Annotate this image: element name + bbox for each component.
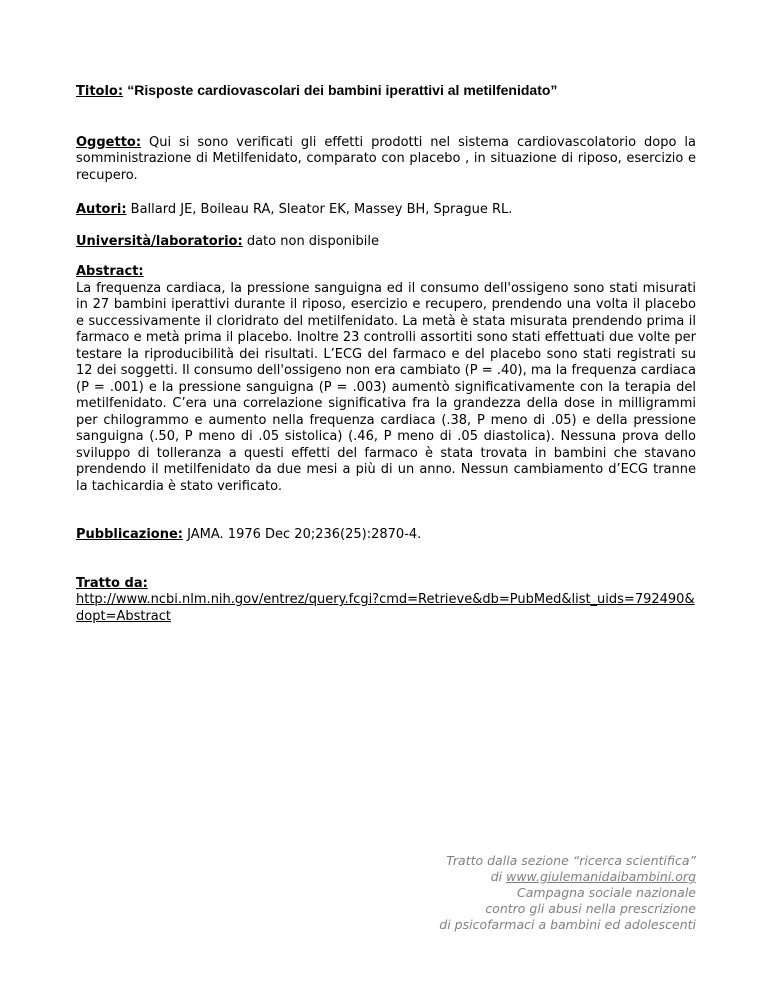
footer-site-link[interactable]: www.giulemanidaibambini.org — [506, 869, 696, 884]
universita-text: dato non disponibile — [246, 233, 379, 249]
oggetto-section — [76, 135, 696, 185]
title-section — [76, 82, 696, 101]
universita-label: Università/laboratorio: — [76, 233, 243, 249]
autori-text: Ballard JE, Boileau RA, Sleator EK, Massey BH, Sprague RL. — [130, 202, 513, 217]
autori-label: Autori: — [76, 202, 127, 217]
tratto-da-label: Tratto da: — [76, 575, 148, 591]
pubblicazione-label: Pubblicazione: — [76, 527, 184, 542]
footer-line-2-prefix: di — [490, 869, 507, 884]
footer-line-5: di psicofarmaci a bambini ed adolescenti — [439, 917, 696, 932]
footer-credits — [376, 853, 696, 933]
footer-line-3: Campagna sociale nazionale — [517, 885, 696, 900]
pubblicazione-text: JAMA. 1976 Dec 20;236(25):2870-4. — [187, 527, 422, 542]
paper-title: “Risposte cardiovascolari dei bambini iperattivi al metilfenidato” — [127, 82, 558, 98]
title-label: Titolo: — [76, 84, 124, 99]
footer-line-2 — [376, 869, 696, 885]
autori-section — [76, 202, 696, 219]
pubblicazione-section — [76, 527, 696, 544]
oggetto-text: Qui si sono verificati gli effetti prodotti nel sistema cardiovascolatorio dopo la somministrazione di Metilfenidato, comparato con placebo , in situazione di riposo, esercizio e recupero. — [76, 134, 696, 183]
source-url-link[interactable]: http://www.ncbi.nlm.nih.gov/entrez/query.fcgi?cmd=Retrieve&db=PubMed&list_uids=792490&dopt=Abstract — [76, 592, 695, 624]
footer-line-4: contro gli abusi nella prescrizione — [485, 901, 696, 916]
abstract-text: La frequenza cardiaca, la pressione sanguigna ed il consumo dell'ossigeno sono stati misurati in 27 bambini iperattivi durante il riposo, esercizio e recupero, prendendo una volta il placebo e successivamente il cloridrato del metilfenidato. La metà è stata misurata prendendo prima il farmaco e metà prima il placebo. Inoltre 23 controlli assortiti sono stati effettuati due volte per testare la riproducibilità dei risultati. L’ECG del farmaco e del placebo sono stati registrati su 12 dei soggetti. Il consumo dell'ossigeno non era cambiato (P = .40), ma la frequenza cardiaca (P = .001) e la pressione sanguigna (P = .003) aumentò significativamente con la terapia del metilfenidato. C’era una correlazione significativa fra la grandezza della dose in milligrammi per chilogrammo e aumento nella frequenza cardiaca (.38, P meno di .05) e della pressione sanguigna (.50, P meno di .05 sistolica) (.46, P meno di .05 diastolica). Nessuna prova dello sviluppo di tolleranza a questi effetti del farmaco è stata trovata in bambini che stavano prendendo il metilfenidato da due mesi a più di un anno. Nessun cambiamento d’ECG tranne la tachicardia è stato verificato. — [76, 280, 696, 494]
tratto-da-section — [76, 576, 696, 626]
abstract-label: Abstract: — [76, 264, 144, 279]
document-body — [76, 82, 696, 625]
universita-section — [76, 234, 696, 251]
footer-line-1: Tratto dalla sezione “ricerca scientifica” — [446, 853, 696, 868]
oggetto-label: Oggetto: — [76, 134, 142, 150]
abstract-section — [76, 264, 696, 495]
